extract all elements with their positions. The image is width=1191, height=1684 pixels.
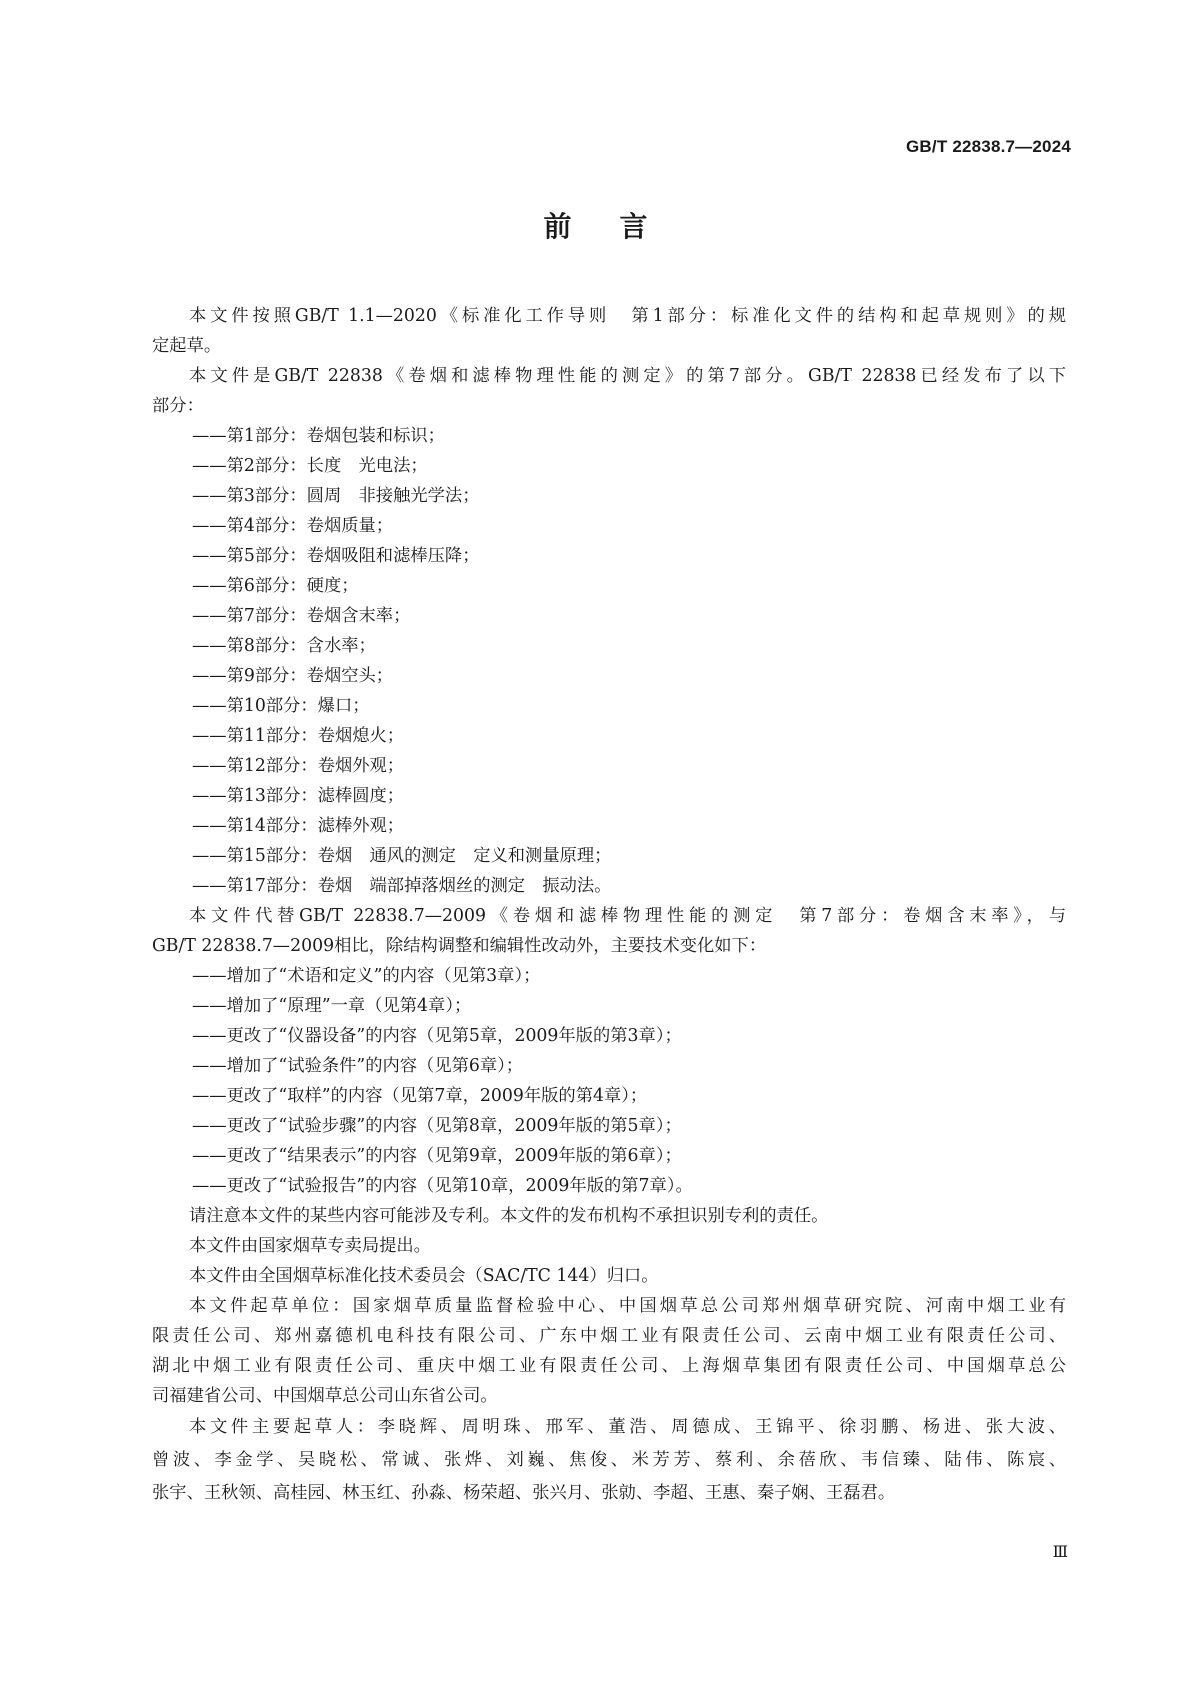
- list-item: ——第11部分：卷烟熄火；: [192, 726, 405, 746]
- list-item: ——第2部分：长度 光电法；: [192, 456, 428, 476]
- list-item: ——第17部分：卷烟 端部掉落烟丝的测定 振动法。: [192, 876, 612, 896]
- list-item: ——增加了“原理”一章（见第4章）；: [192, 996, 472, 1016]
- list-item: ——更改了“试验报告”的内容（见第10章，2009年版的第7章）。: [192, 1176, 693, 1196]
- paragraph-line: 本文件由国家烟草专卖局提出。: [189, 1236, 431, 1256]
- paragraph-line: 曾波、李金学、吴晓松、常诚、张烨、刘巍、焦俊、米芳芳、蔡利、余蓓欣、韦信臻、陆伟、陈宸、: [152, 1450, 1066, 1470]
- page-title: 前言: [543, 210, 696, 243]
- list-item: ——增加了“术语和定义”的内容（见第3章）；: [192, 966, 541, 986]
- foreword-body: [152, 301, 1066, 1510]
- list-item: ——第6部分：硬度；: [192, 576, 359, 596]
- list-item: ——第7部分：卷烟含末率；: [192, 606, 411, 626]
- page-number: Ⅲ: [1052, 1542, 1068, 1561]
- list-item: ——第5部分：卷烟吸阻和滤棒压降；: [192, 546, 480, 566]
- paragraph-line: 请注意本文件的某些内容可能涉及专利。本文件的发布机构不承担识别专利的责任。: [189, 1206, 829, 1226]
- paragraph-line: 湖北中烟工业有限责任公司、重庆中烟工业有限责任公司、上海烟草集团有限责任公司、中国烟草总公: [152, 1356, 1066, 1376]
- paragraph-line: 本文件起草单位：国家烟草质量监督检验中心、中国烟草总公司郑州烟草研究院、河南中烟工业有: [189, 1296, 1066, 1316]
- list-item: ——第1部分：卷烟包装和标识；: [192, 426, 445, 446]
- list-item: ——更改了“试验步骤”的内容（见第8章，2009年版的第5章）；: [192, 1116, 682, 1136]
- paragraph-line: 本文件按照GB/T 1.1—2020《标准化工作导则 第1部分：标准化文件的结构和起草规则》的规: [189, 306, 1066, 326]
- paragraph-line: 本文件由全国烟草标准化技术委员会（SAC/TC 144）归口。: [189, 1266, 659, 1286]
- list-item: ——更改了“仪器设备”的内容（见第5章，2009年版的第3章）；: [192, 1026, 682, 1046]
- list-item: ——增加了“试验条件”的内容（见第6章）；: [192, 1056, 524, 1076]
- paragraph-line: 司福建省公司、中国烟草总公司山东省公司。: [152, 1386, 498, 1406]
- paragraph-line: 本文件是GB/T 22838《卷烟和滤棒物理性能的测定》的第7部分。GB/T 22838已经发布了以下: [189, 366, 1066, 386]
- list-item: ——第8部分：含水率；: [192, 636, 376, 656]
- list-item: ——第3部分：圆周 非接触光学法；: [192, 486, 480, 506]
- list-item: ——第13部分：滤棒圆度；: [192, 786, 405, 806]
- paragraph-line: 张宇、王秋领、高桂园、林玉红、孙淼、杨荣超、张兴月、张勍、李超、王惠、秦子娴、王磊君。: [152, 1483, 896, 1503]
- list-item: ——更改了“取样”的内容（见第7章，2009年版的第4章）；: [192, 1086, 648, 1106]
- list-item: ——第9部分：卷烟空头；: [192, 666, 394, 686]
- paragraph-line: 限责任公司、郑州嘉德机电科技有限公司、广东中烟工业有限责任公司、云南中烟工业有限责任公司、: [152, 1326, 1066, 1346]
- list-item: ——第15部分：卷烟 通风的测定 定义和测量原理；: [192, 846, 612, 866]
- document-number: GB/T 22838.7—2024: [906, 137, 1071, 156]
- list-item: ——第12部分：卷烟外观；: [192, 756, 405, 776]
- list-item: ——更改了“结果表示”的内容（见第9章，2009年版的第6章）；: [192, 1146, 682, 1166]
- list-item: ——第4部分：卷烟质量；: [192, 516, 394, 536]
- list-item: ——第10部分：爆口；: [192, 696, 370, 716]
- paragraph-line: GB/T 22838.7—2009相比，除结构调整和编辑性改动外，主要技术变化如下：: [152, 936, 767, 956]
- paragraph-line: 定起草。: [152, 336, 222, 356]
- paragraph-line: 本文件主要起草人：李晓辉、周明珠、邢军、董浩、周德成、王锦平、徐羽鹏、杨进、张大波、: [189, 1417, 1066, 1437]
- paragraph-line: 部分：: [152, 396, 204, 416]
- list-item: ——第14部分：滤棒外观；: [192, 816, 405, 836]
- paragraph-line: 本文件代替GB/T 22838.7—2009《卷烟和滤棒物理性能的测定 第7部分：卷烟含末率》，与: [189, 906, 1066, 926]
